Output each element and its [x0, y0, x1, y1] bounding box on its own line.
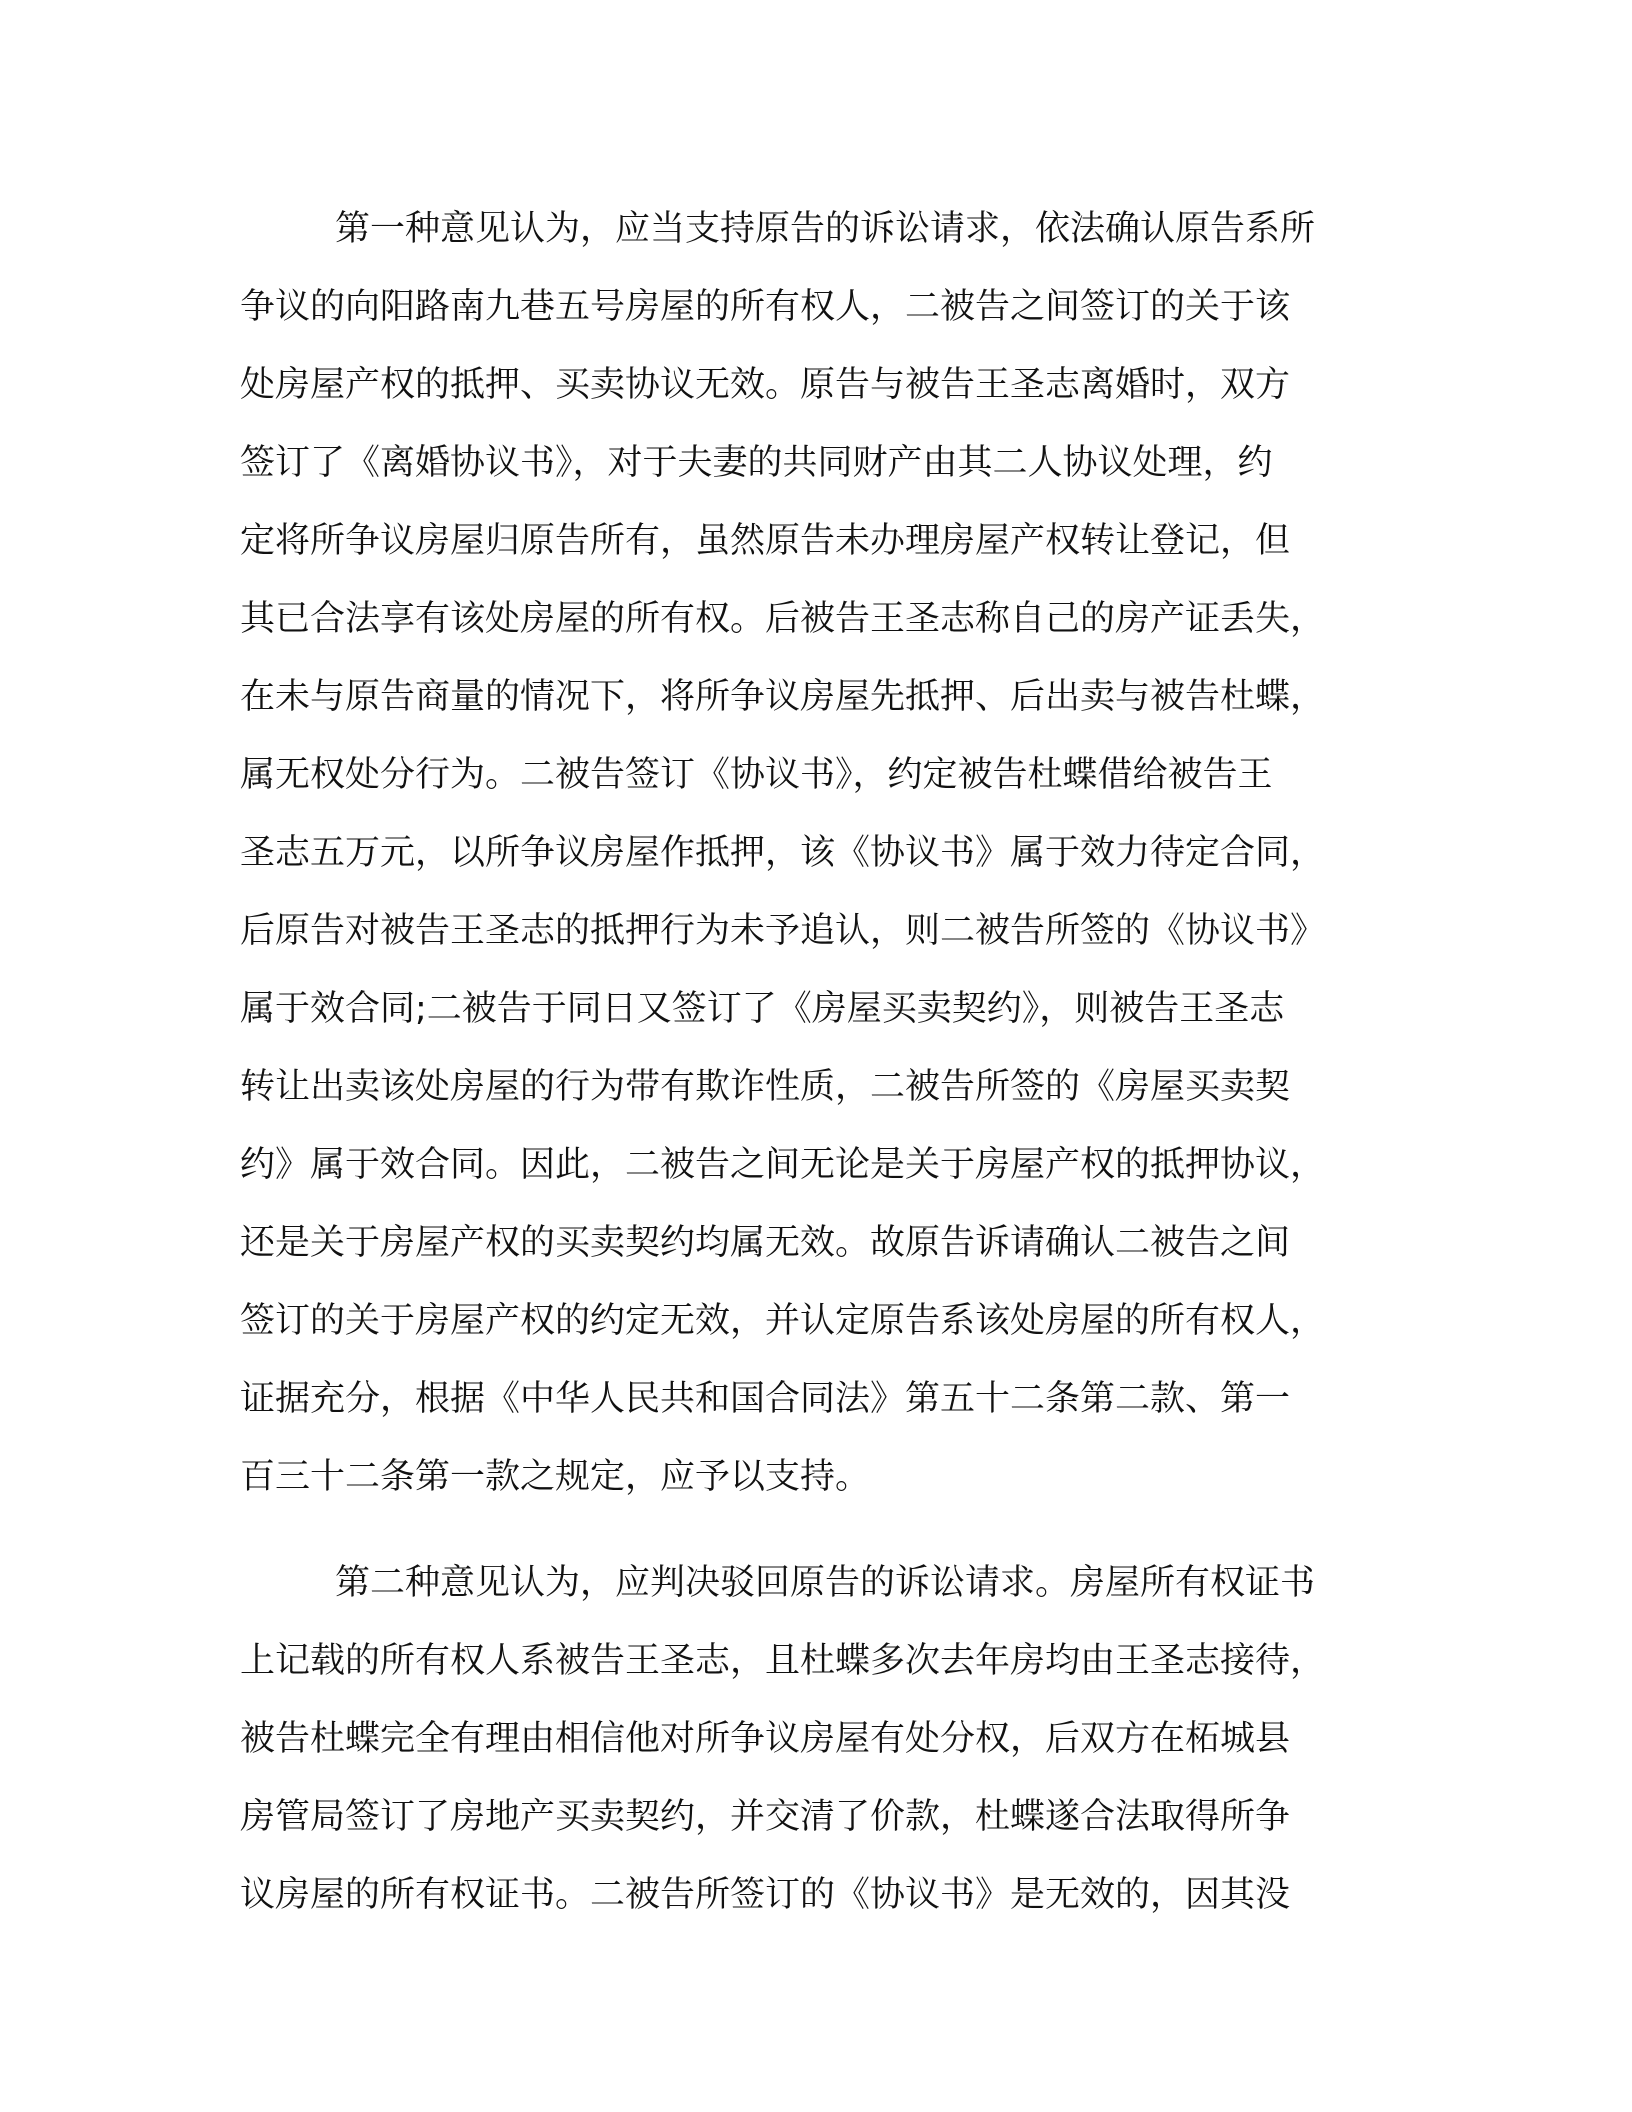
text-line: 约》属于效合同。因此，二被告之间无论是关于房屋产权的抵押协议，	[240, 1145, 1326, 1185]
text-line: 争议的向阳路南九巷五号房屋的所有权人，二被告之间签订的关于该	[240, 287, 1291, 327]
text-line: 定将所争议房屋归原告所有，虽然原告未办理房屋产权转让登记，但	[240, 521, 1291, 561]
text-line: 还是关于房屋产权的买卖契约均属无效。故原告诉请确认二被告之间	[240, 1223, 1291, 1263]
text-line: 上记载的所有权人系被告王圣志，且杜蝶多次去年房均由王圣志接待，	[240, 1641, 1326, 1681]
text-line: 属于效合同;二被告于同日又签订了《房屋买卖契约》，则被告王圣志	[240, 989, 1285, 1029]
text-line: 后原告对被告王圣志的抵押行为未予追认，则二被告所签的《协议书》	[240, 911, 1326, 951]
text-line: 处房屋产权的抵押、买卖协议无效。原告与被告王圣志离婚时，双方	[240, 365, 1291, 405]
text-line: 签订了《离婚协议书》，对于夫妻的共同财产由其二人协议处理，约	[240, 443, 1273, 483]
text-line: 被告杜蝶完全有理由相信他对所争议房屋有处分权，后双方在柘城县	[240, 1719, 1291, 1759]
text-line: 第一种意见认为，应当支持原告的诉讼请求，依法确认原告系所	[335, 209, 1316, 249]
document-body	[240, 190, 1370, 1934]
text-line: 其已合法享有该处房屋的所有权。后被告王圣志称自己的房产证丢失，	[240, 599, 1326, 639]
text-line: 圣志五万元，以所争议房屋作抵押，该《协议书》属于效力待定合同，	[240, 833, 1326, 873]
text-line: 转让出卖该处房屋的行为带有欺诈性质，二被告所签的《房屋买卖契	[240, 1067, 1291, 1107]
text-line: 议房屋的所有权证书。二被告所签订的《协议书》是无效的，因其没	[240, 1875, 1291, 1915]
paragraph-first-opinion	[240, 190, 1370, 1516]
text-line: 在未与原告商量的情况下，将所争议房屋先抵押、后出卖与被告杜蝶，	[240, 677, 1326, 717]
text-line: 证据充分，根据《中华人民共和国合同法》第五十二条第二款、第一	[240, 1379, 1291, 1419]
text-line: 签订的关于房屋产权的约定无效，并认定原告系该处房屋的所有权人，	[240, 1301, 1326, 1341]
paragraph-second-opinion	[240, 1544, 1370, 1934]
text-line: 房管局签订了房地产买卖契约，并交清了价款，杜蝶遂合法取得所争	[240, 1797, 1291, 1837]
text-line: 属无权处分行为。二被告签订《协议书》，约定被告杜蝶借给被告王	[240, 755, 1273, 795]
text-line: 百三十二条第一款之规定，应予以支持。	[240, 1457, 871, 1497]
paragraph-gap	[240, 1516, 1370, 1544]
text-line: 第二种意见认为，应判决驳回原告的诉讼请求。房屋所有权证书	[335, 1563, 1316, 1603]
